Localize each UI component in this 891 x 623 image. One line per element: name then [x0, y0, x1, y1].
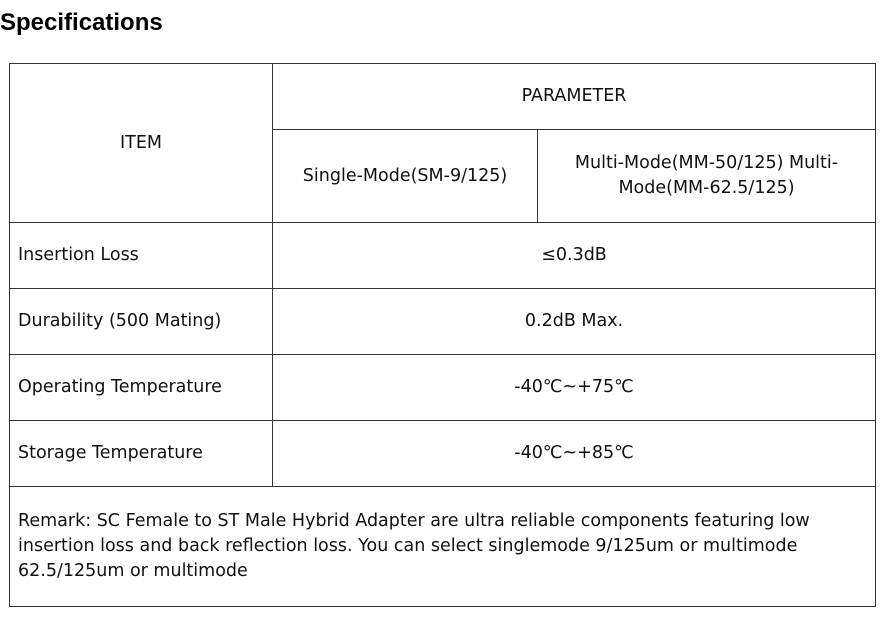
single-mode-header: Single-Mode(SM-9/125)	[273, 130, 538, 223]
multi-mode-header: Multi-Mode(MM-50/125) Multi-Mode(MM-62.5/125)	[538, 130, 876, 223]
table-row	[10, 289, 876, 355]
row-value: ≤0.3dB	[273, 223, 876, 289]
row-value: 0.2dB Max.	[273, 289, 876, 355]
row-value: -40℃~+75℃	[273, 355, 876, 421]
row-label: Operating Temperature	[10, 355, 273, 421]
table-row	[10, 355, 876, 421]
specifications-table	[9, 63, 876, 607]
parameter-header: PARAMETER	[273, 64, 876, 130]
table-row	[10, 421, 876, 487]
row-label: Durability (500 Mating)	[10, 289, 273, 355]
table-row	[10, 223, 876, 289]
row-label: Insertion Loss	[10, 223, 273, 289]
item-header: ITEM	[10, 64, 273, 223]
remark-row	[10, 487, 876, 607]
remark-text: Remark: SC Female to ST Male Hybrid Adapter are ultra reliable components featuring low insertion loss and back reflection loss. You can select singlemode 9/125um or multimode 62.5/125um or multimode	[10, 487, 876, 607]
page-title: Specifications	[0, 9, 163, 36]
row-label: Storage Temperature	[10, 421, 273, 487]
row-value: -40℃~+85℃	[273, 421, 876, 487]
table-header-row	[10, 64, 876, 130]
